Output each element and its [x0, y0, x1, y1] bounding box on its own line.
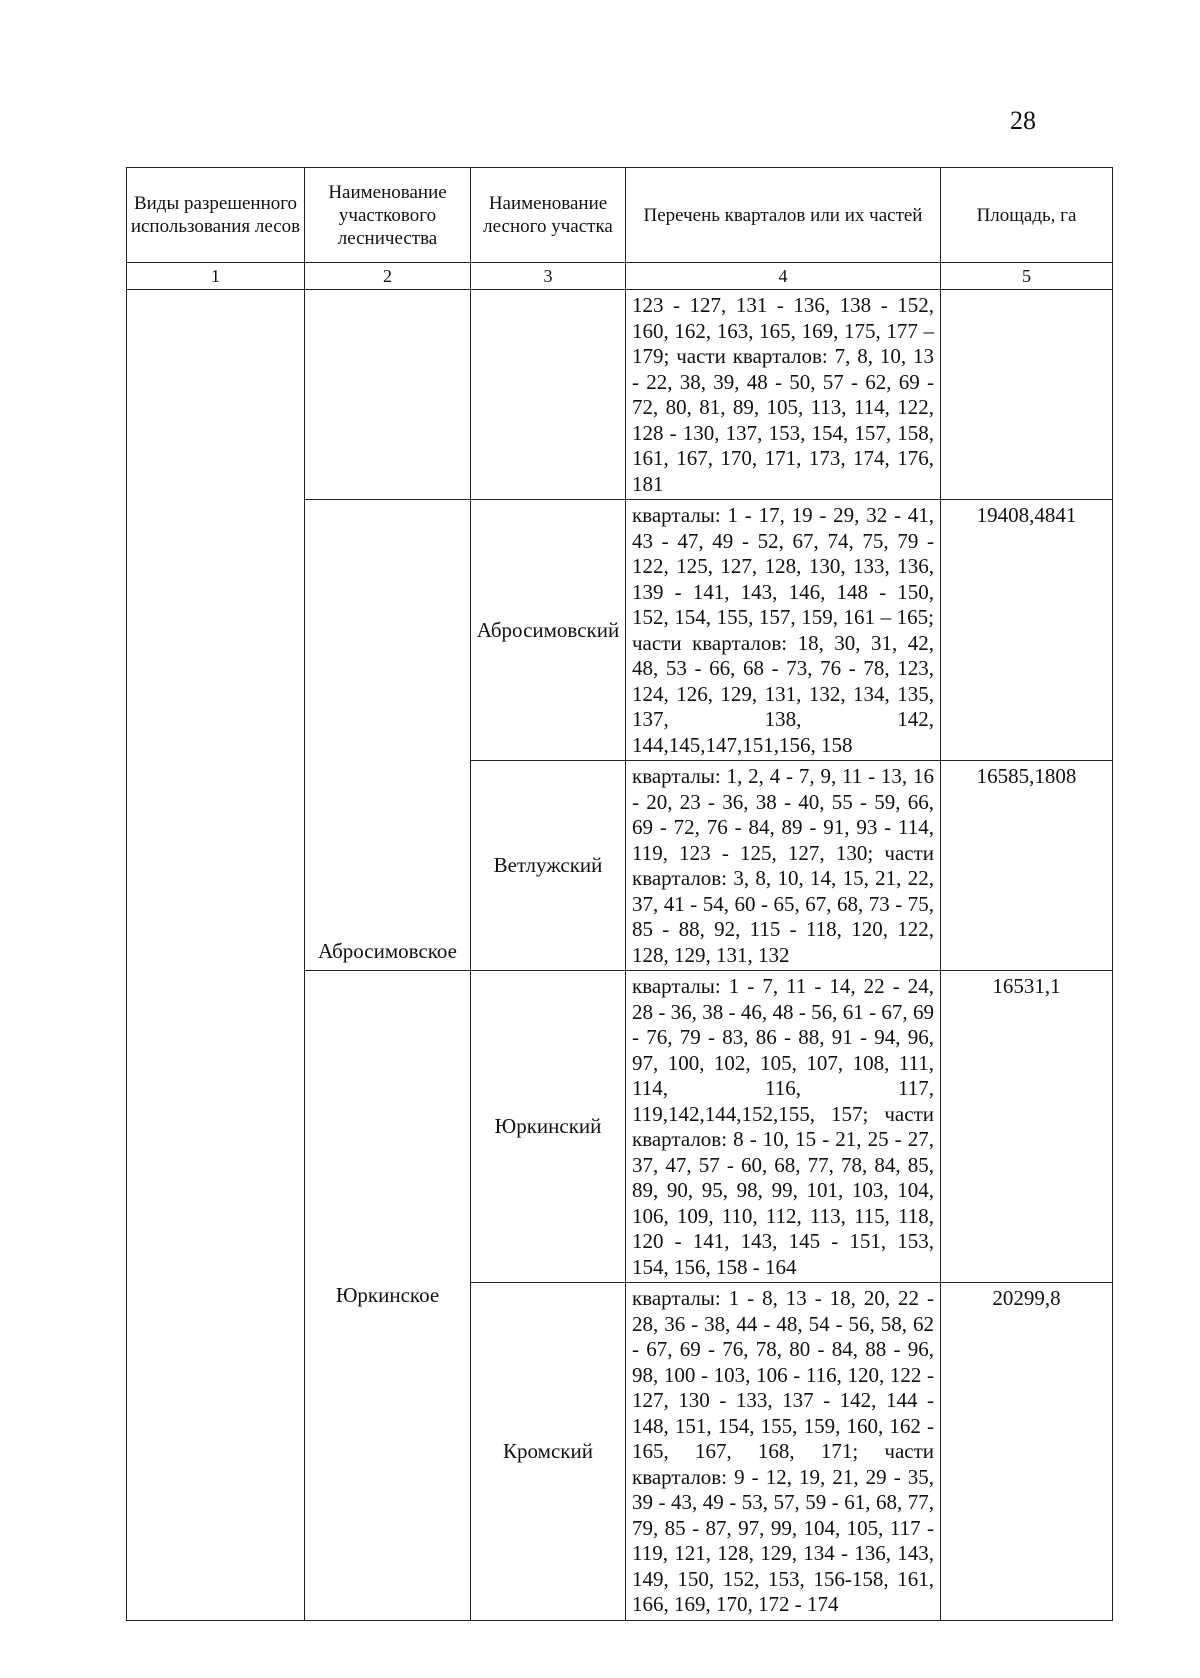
column-number-row: [127, 263, 1113, 290]
header-quarters: Перечень кварталов или их частей: [626, 168, 941, 263]
header-forestry: Наименование участкового лесничества: [305, 168, 471, 263]
plot-cell: Абросимовский: [471, 500, 626, 761]
quarters-cell: кварталы: 1 - 17, 19 - 29, 32 - 41, 43 - 47, 49 - 52, 67, 74, 75, 79 - 122, 125, 127, 128, 130, 133, 136, 139 - 141, 143, 146, 148 - 150, 152, 154, 155, 157, 159, 161 – 165; части кварталов: 18, 30, 31, 42, 48, 53 - 66, 68 - 73, 76 - 78, 123, 124, 126, 129, 131, 132, 134, 135, 137, 138, 142, 144,145,147,151,156, 158: [626, 500, 941, 761]
forestry-cell: [305, 500, 471, 971]
quarters-cell: 123 - 127, 131 - 136, 138 - 152, 160, 162, 163, 165, 169, 175, 177 – 179; части кварталов: 7, 8, 10, 13 - 22, 38, 39, 48 - 50, 57 - 62, 69 - 72, 80, 81, 89, 105, 113, 114, 122, 128 - 130, 137, 153, 154, 157, 158, 161, 167, 170, 171, 173, 174, 176, 181: [626, 290, 941, 500]
forestry-name: Абросимовское: [318, 939, 457, 963]
forestry-cell: [305, 290, 471, 500]
table-row: [127, 290, 1113, 500]
header-use-type: Виды разрешенного использования лесов: [127, 168, 305, 263]
plot-cell: Юркинский: [471, 971, 626, 1283]
column-number: 3: [471, 263, 626, 290]
quarters-cell: кварталы: 1, 2, 4 - 7, 9, 11 - 13, 16 - 20, 23 - 36, 38 - 40, 55 - 59, 66, 69 - 72, 76 - 84, 89 - 91, 93 - 114, 119, 123 - 125, 127, 130; части кварталов: 3, 8, 10, 14, 15, 21, 22, 37, 41 - 54, 60 - 65, 67, 68, 73 - 75, 85 - 88, 92, 115 - 118, 120, 122, 128, 129, 131, 132: [626, 761, 941, 971]
quarters-cell: кварталы: 1 - 8, 13 - 18, 20, 22 - 28, 36 - 38, 44 - 48, 54 - 56, 58, 62 - 67, 69 - 76, 78, 80 - 84, 88 - 96, 98, 100 - 103, 106 - 116, 120, 122 - 127, 130 - 133, 137 - 142, 144 - 148, 151, 154, 155, 159, 160, 162 - 165, 167, 168, 171; части кварталов: 9 - 12, 19, 21, 29 - 35, 39 - 43, 49 - 53, 57, 59 - 61, 68, 77, 79, 85 - 87, 97, 99, 104, 105, 117 - 119, 121, 128, 129, 134 - 136, 143, 149, 150, 152, 153, 156-158, 161, 166, 169, 170, 172 - 174: [626, 1283, 941, 1621]
header-plot: Наименование лесного участка: [471, 168, 626, 263]
area-cell: [941, 290, 1113, 500]
header-area: Площадь, га: [941, 168, 1113, 263]
area-cell: 16585,1808: [941, 761, 1113, 971]
plot-cell: Кромский: [471, 1283, 626, 1621]
page-number: 28: [1010, 106, 1036, 135]
table-header-row: [127, 168, 1113, 263]
use-type-cell: [127, 290, 305, 1621]
quarters-cell: кварталы: 1 - 7, 11 - 14, 22 - 24, 28 - 36, 38 - 46, 48 - 56, 61 - 67, 69 - 76, 79 - 83, 86 - 88, 91 - 94, 96, 97, 100, 102, 105, 107, 108, 111, 114, 116, 117, 119,142,144,152,155, 157; части кварталов: 8 - 10, 15 - 21, 25 - 27, 37, 47, 57 - 60, 68, 77, 78, 84, 85, 89, 90, 95, 98, 99, 101, 103, 104, 106, 109, 110, 112, 113, 115, 118, 120 - 141, 143, 145 - 151, 153, 154, 156, 158 - 164: [626, 971, 941, 1283]
plot-cell: Ветлужский: [471, 761, 626, 971]
area-cell: 16531,1: [941, 971, 1113, 1283]
area-cell: 19408,4841: [941, 500, 1113, 761]
column-number: 4: [626, 263, 941, 290]
forest-quarters-table: [126, 167, 1113, 1621]
forestry-cell: Юркинское: [305, 971, 471, 1621]
column-number: 1: [127, 263, 305, 290]
column-number: 5: [941, 263, 1113, 290]
area-cell: 20299,8: [941, 1283, 1113, 1621]
plot-cell: [471, 290, 626, 500]
column-number: 2: [305, 263, 471, 290]
